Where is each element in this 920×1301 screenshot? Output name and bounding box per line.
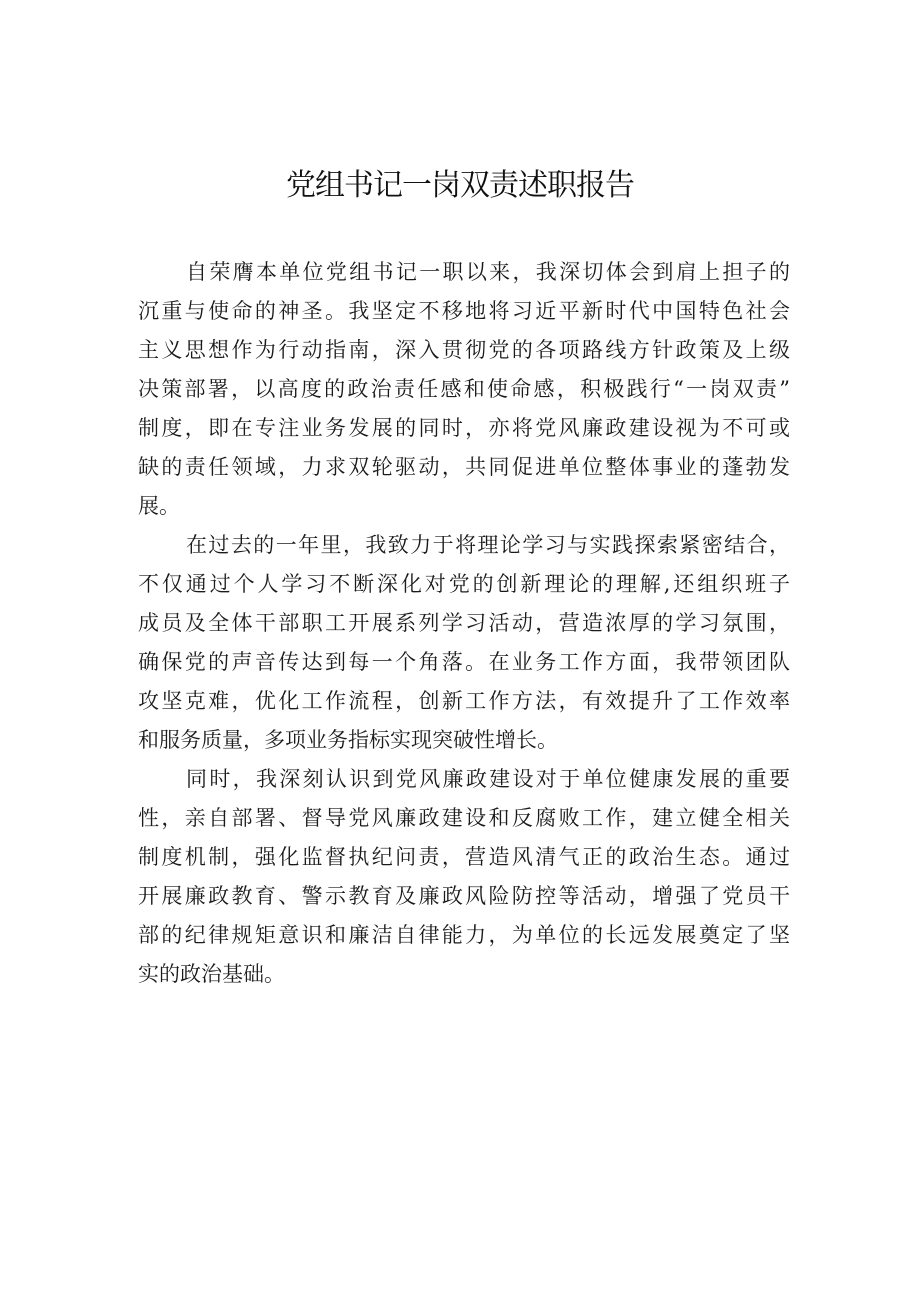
paragraph-line: 性，亲自部署、督导党风廉政建设和反腐败工作，建立健全相关 bbox=[138, 806, 790, 830]
paragraph-line: 沉重与使命的神圣。我坚定不移地将习近平新时代中国特色社会 bbox=[138, 299, 790, 323]
paragraph-line: 确保党的声音传达到每一个角落。在业务工作方面，我带领团队 bbox=[138, 650, 790, 674]
paragraph-line: 部的纪律规矩意识和廉洁自律能力，为单位的长远发展奠定了坚 bbox=[138, 923, 790, 947]
paragraph-line: 成员及全体干部职工开展系列学习活动，营造浓厚的学习氛围， bbox=[138, 611, 790, 635]
paragraph-line: 攻坚克难，优化工作流程，创新工作方法，有效提升了工作效率 bbox=[138, 689, 790, 713]
paragraph-2 bbox=[138, 526, 790, 760]
paragraph-line: 不仅通过个人学习不断深化对党的创新理论的理解,还组织班子 bbox=[138, 572, 790, 596]
paragraph-3 bbox=[138, 760, 790, 994]
paragraph-line: 在过去的一年里，我致力于将理论学习与实践探索紧密结合， bbox=[186, 533, 790, 557]
paragraph-line: 同时，我深刻认识到党风廉政建设对于单位健康发展的重要 bbox=[186, 767, 790, 791]
paragraph-line: 开展廉政教育、警示教育及廉政风险防控等活动，增强了党员干 bbox=[138, 884, 790, 908]
paragraph-line: 主义思想作为行动指南，深入贯彻党的各项路线方针政策及上级 bbox=[138, 338, 790, 362]
paragraph-line: 决策部署，以高度的政治责任感和使命感，积极践行“一岗双责” bbox=[138, 377, 790, 401]
document-body bbox=[138, 253, 790, 994]
paragraph-1 bbox=[138, 253, 790, 526]
paragraph-line: 和服务质量，多项业务指标实现突破性增长。 bbox=[138, 728, 558, 752]
paragraph-line: 制度，即在专注业务发展的同时，亦将党风廉政建设视为不可或 bbox=[138, 416, 790, 440]
paragraph-line: 实的政治基础。 bbox=[138, 962, 285, 986]
paragraph-line: 制度机制，强化监督执纪问责，营造风清气正的政治生态。通过 bbox=[138, 845, 790, 869]
document-title: 党组书记一岗双责述职报告 bbox=[286, 168, 634, 203]
paragraph-line: 自荣膺本单位党组书记一职以来，我深切体会到肩上担子的 bbox=[186, 260, 790, 284]
paragraph-line: 展。 bbox=[138, 494, 180, 518]
paragraph-line: 缺的责任领域，力求双轮驱动，共同促进单位整体事业的蓬勃发 bbox=[138, 455, 790, 479]
